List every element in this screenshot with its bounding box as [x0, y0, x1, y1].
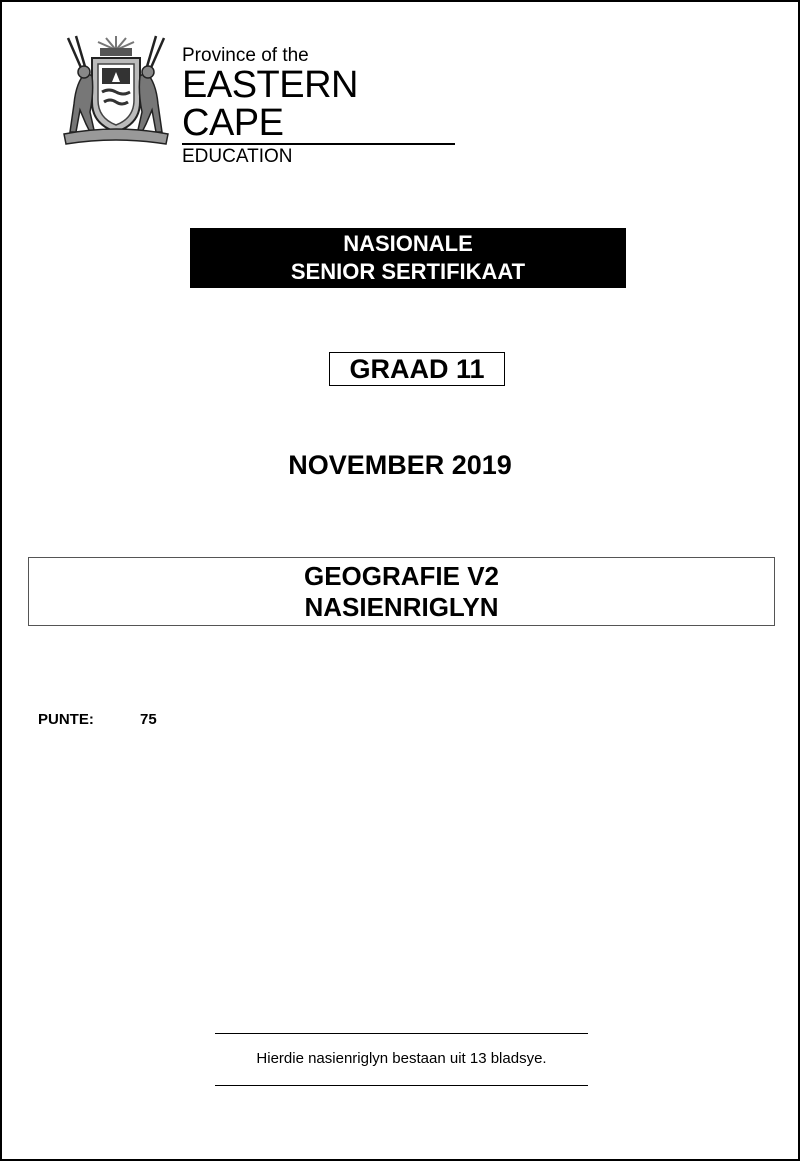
subject-title: GEOGRAFIE V2	[303, 561, 500, 591]
certificate-line-1: NASIONALE	[343, 231, 473, 256]
marks-line	[38, 711, 157, 728]
marks-value: 75	[140, 711, 157, 728]
subject-subtitle: NASIENRIGLYN	[304, 592, 499, 622]
footer-rule-bottom	[215, 1085, 588, 1086]
certificate-line-2: SENIOR SERTIFIKAAT	[290, 259, 526, 284]
subject-box	[28, 557, 775, 626]
logo-eastern-cape-text: EASTERN CAPE	[182, 66, 455, 145]
logo-province-text: Province of the	[182, 45, 309, 66]
eastern-cape-logo	[46, 32, 466, 167]
logo-education-text: EDUCATION	[182, 146, 293, 167]
footer-rule-top	[215, 1033, 588, 1034]
exam-date: NOVEMBER 2019	[288, 450, 512, 480]
page-count-note: Hierdie nasienriglyn bestaan uit 13 bladsye.	[256, 1050, 547, 1067]
marks-label: PUNTE:	[38, 711, 94, 728]
logo-text	[182, 46, 462, 169]
coat-of-arms-icon	[46, 32, 186, 148]
certificate-banner	[190, 228, 626, 288]
grade-box: GRAAD 11	[329, 352, 505, 386]
